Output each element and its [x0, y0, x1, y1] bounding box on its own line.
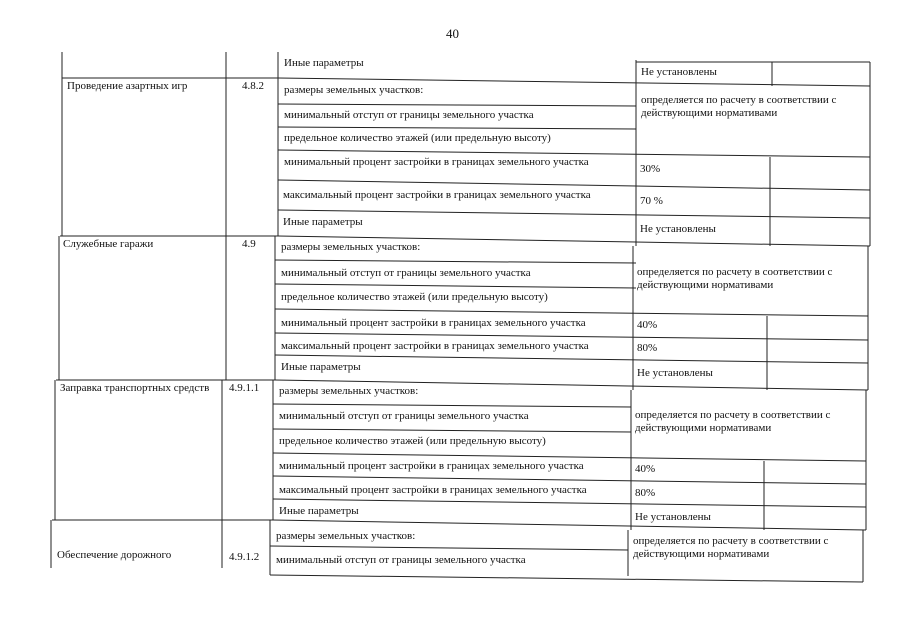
- param-label: размеры земельных участков:: [281, 241, 421, 253]
- use-name: Проведение азартных игр: [67, 80, 188, 92]
- param-label: минимальный отступ от границы земельного участка: [279, 410, 529, 422]
- param-value: 30%: [640, 163, 661, 175]
- use-name: Заправка транспортных средств: [60, 382, 210, 394]
- use-code: 4.9: [242, 238, 256, 250]
- param-label: предельное количество этажей (или предельную высоту): [279, 435, 546, 447]
- param-value: 80%: [635, 487, 656, 499]
- param-value: 70 %: [640, 195, 663, 207]
- param-label: минимальный процент застройки в границах земельного участка: [279, 460, 584, 472]
- merged-value: определяется по расчету в соответствии с действующими нормативами: [633, 535, 829, 560]
- merged-value: определяется по расчету в соответствии с действующими нормативами: [637, 266, 833, 291]
- param-value: 80%: [637, 342, 658, 354]
- merged-value: определяется по расчету в соответствии с действующими нормативами: [641, 94, 837, 119]
- param-label: предельное количество этажей (или предельную высоту): [281, 291, 548, 303]
- param-label: минимальный отступ от границы земельного участка: [284, 109, 534, 121]
- param-label: размеры земельных участков:: [279, 385, 419, 397]
- param-value: Не установлены: [635, 511, 711, 523]
- param-label: минимальный отступ от границы земельного участка: [276, 554, 526, 566]
- param-value: Не установлены: [637, 367, 713, 379]
- param-label: максимальный процент застройки в границах земельного участка: [283, 189, 591, 201]
- page-number: 40: [446, 26, 459, 41]
- use-code: 4.9.1.1: [229, 382, 260, 394]
- param-value: Не установлены: [641, 66, 717, 78]
- use-code: 4.9.1.2: [229, 551, 260, 563]
- param-label: минимальный процент застройки в границах земельного участка: [284, 156, 589, 168]
- param-value: 40%: [635, 463, 656, 475]
- param-label: размеры земельных участков:: [284, 84, 424, 96]
- param-label: Иные параметры: [279, 505, 359, 517]
- param-label: размеры земельных участков:: [276, 530, 416, 542]
- param-label: минимальный отступ от границы земельного участка: [281, 267, 531, 279]
- param-label: предельное количество этажей (или предельную высоту): [284, 132, 551, 144]
- merged-value: определяется по расчету в соответствии с действующими нормативами: [635, 409, 831, 434]
- use-code: 4.8.2: [242, 80, 264, 92]
- param-label: Иные параметры: [281, 361, 361, 373]
- param-label: максимальный процент застройки в границах земельного участка: [279, 484, 587, 496]
- param-value: Не установлены: [640, 223, 716, 235]
- param-label: максимальный процент застройки в границах земельного участка: [281, 340, 589, 352]
- param-label: Иные параметры: [284, 57, 364, 69]
- param-label: Иные параметры: [283, 216, 363, 228]
- use-name: Служебные гаражи: [63, 238, 154, 250]
- use-name: Обеспечение дорожного: [57, 549, 172, 561]
- param-label: минимальный процент застройки в границах земельного участка: [281, 317, 586, 329]
- param-value: 40%: [637, 319, 658, 331]
